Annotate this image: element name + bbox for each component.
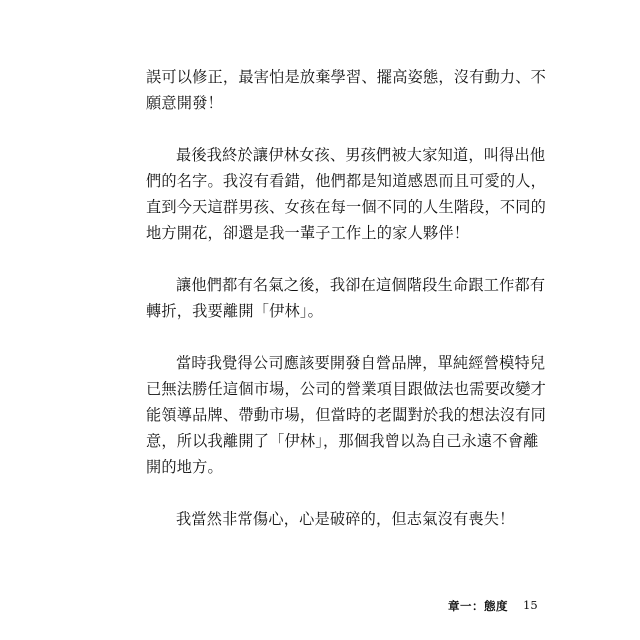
text-line: 意，所以我離開了「伊林」，那個我曾以為自己永遠不會離 [146,432,539,450]
page-number: 15 [523,598,538,612]
text-line: 直到今天這群男孩、女孩在每一個不同的人生階段，不同的 [146,198,547,216]
text-line: 最後我終於讓伊林女孩、男孩們被大家知道，叫得出他 [176,146,546,164]
paragraph-gap [146,480,504,506]
paragraph-gap [146,246,504,272]
paragraph-gap [146,324,504,350]
text-line: 能領導品牌、帶動市場，但當時的老闆對於我的想法沒有同 [146,406,547,424]
paragraph-gap [146,116,504,142]
paragraph-2 [146,142,547,246]
body-text [146,64,547,532]
page-footer [0,598,640,618]
text-line: 地方開花，卻還是我一輩子工作上的家人夥伴！ [146,224,470,242]
text-line: 願意開發！ [146,94,223,112]
paragraph-4 [146,350,547,480]
text-line: 當時我覺得公司應該要開發自營品牌，單純經營模特兒 [176,354,546,372]
text-line: 讓他們都有名氣之後，我卻在這個階段生命跟工作都有 [176,276,546,294]
chapter-label: 章一：態度 [448,599,508,613]
text-line: 誤可以修正，最害怕是放棄學習、擺高姿態，沒有動力、不 [146,68,547,86]
text-line: 開的地方。 [146,458,223,476]
paragraph-3 [146,272,546,324]
paragraph-5 [146,506,515,532]
paragraph-1 [146,64,547,116]
text-line: 已無法勝任這個市場，公司的營業項目跟做法也需要改變才 [146,380,547,398]
text-line: 們的名字。我沒有看錯，他們都是知道感恩而且可愛的人， [146,172,547,190]
text-line: 轉折，我要離開「伊林」。 [146,302,324,320]
text-line: 我當然非常傷心，心是破碎的，但志氣沒有喪失！ [176,510,515,528]
